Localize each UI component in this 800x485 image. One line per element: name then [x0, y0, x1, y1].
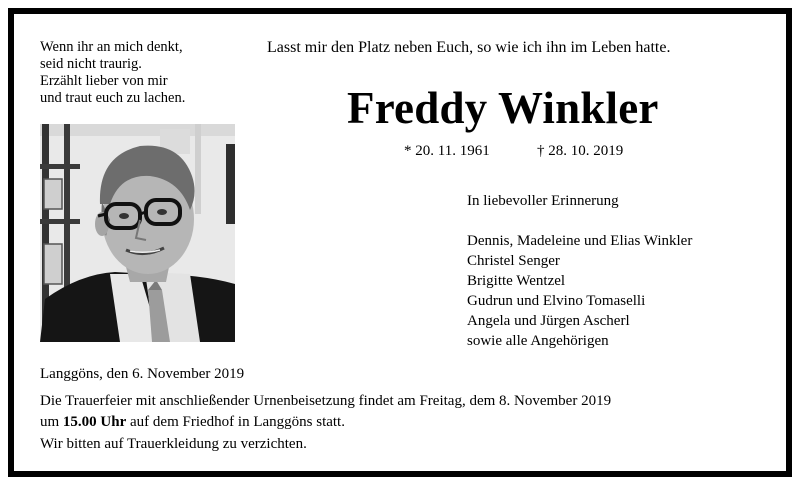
poem-line: und traut euch zu lachen. [40, 90, 186, 106]
mourner-line: Christel Senger [467, 253, 560, 269]
memory-line: In liebevoller Erinnerung [467, 193, 619, 209]
obituary-frame [8, 8, 792, 477]
mourner-line: Dennis, Madeleine und Elias Winkler [467, 233, 693, 249]
mourner-line: Gudrun und Elvino Tomaselli [467, 293, 646, 309]
ceremony-line-2 [40, 412, 611, 433]
dress-request: Wir bitten auf Trauerkleidung zu verzichten. [40, 436, 307, 452]
mourner-line: Brigitte Wentzel [467, 273, 566, 289]
ceremony-line-1: Die Trauerfeier mit anschließender Urnenbeisetzung findet am Freitag, dem 8. November 2019 [40, 393, 612, 409]
portrait-photo-icon [40, 124, 235, 342]
birth-date: * 20. 11. 1961 [404, 143, 490, 159]
ceremony-prefix: um [40, 414, 63, 430]
deceased-name: Freddy Winkler [347, 83, 659, 133]
poem-line: Erzählt lieber von mir [40, 73, 168, 89]
ceremony-time: 15.00 Uhr [62, 414, 127, 430]
header-quote: Lasst mir den Platz neben Euch, so wie ich ihn im Leben hatte. [267, 39, 671, 56]
mourner-line: Angela und Jürgen Ascherl [467, 313, 630, 329]
mourner-line: sowie alle Angehörigen [467, 333, 609, 349]
death-date: † 28. 10. 2019 [537, 143, 624, 159]
ceremony-notice [40, 391, 611, 433]
ceremony-suffix: auf dem Friedhof in Langgöns statt. [126, 414, 345, 430]
mourners-list [467, 231, 692, 351]
poem-line: seid nicht traurig. [40, 56, 142, 72]
poem-line: Wenn ihr an mich denkt, [40, 39, 183, 55]
place-date: Langgöns, den 6. November 2019 [40, 366, 245, 382]
poem [40, 39, 185, 107]
